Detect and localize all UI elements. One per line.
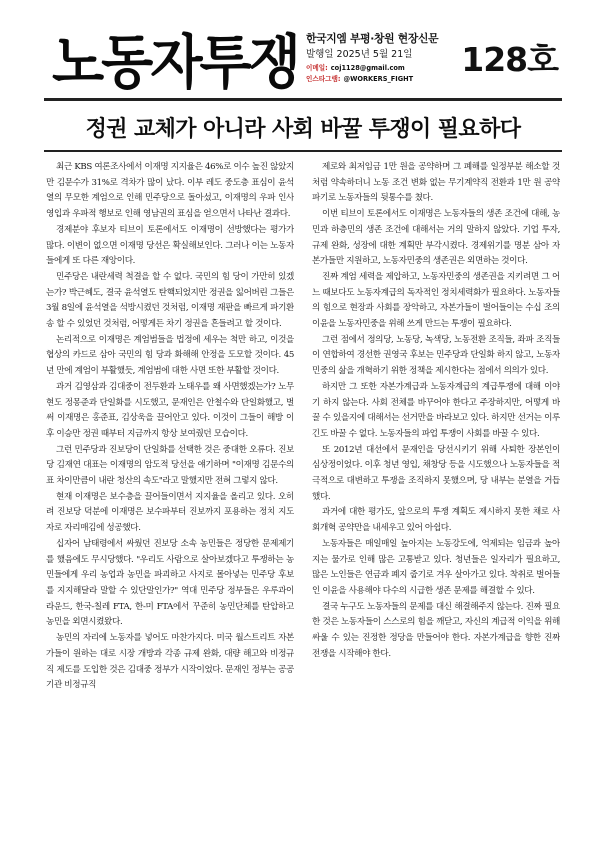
article-paragraph: 또 2012년 대선에서 문재인을 당선시키기 위해 사퇴한 장본인이 심상정이었다. 이후 청년 영입, 채창당 등을 시도했으나 노동자들을 적극적으로 대변하고 투쟁을 조직하지 못했으며, 당 내부는 분열을 거듭했다. [312, 444, 560, 502]
article-paragraph: 제로와 최저임금 1만 원을 공약하며 그 폐해를 일정부분 해소할 것처럼 약속하더니 노동 조건 변화 없는 무기계약직 전환과 1만 원 공약 파기로 노동자들의 뒷통수를 쳤다. [312, 162, 560, 204]
article-column-left [46, 160, 294, 830]
issue-number: 128호 [461, 40, 558, 79]
article-paragraph: 현재 이재명은 보수층을 끌어들이면서 지지율을 올리고 있다. 오히려 진보당 덕분에 이재명은 보수파부터 진보까지 포용하는 정치 지도자로 자리매김에 성공했다. [46, 491, 294, 534]
article-paragraph: 논리적으로 이재명은 계엄범들을 법정에 세우는 척만 하고, 이것을 협상의 카드로 삼아 국민의 힘 당과 화해해 안정을 도모할 것이다. 45년 만에 계엄이 부활했듯, 계엄범에 대한 사면 또한 부활할 것이다. [46, 334, 294, 377]
article-headline: 정권 교체가 아니라 사회 바꿀 투쟁이 필요하다 [85, 117, 521, 142]
article-paragraph: 민주당은 내란세력 척결을 할 수 없다. 국민의 힘 당이 가만히 있겠는가? 박근혜도, 결국 윤석열도 탄핵되었지만 정권을 잃어버린 그들은 3월 8일에 윤석열을 석방시켰던 것처럼, 이재명 재판을 빠르게 파기환송 할 수 있었던 것처럼, 어떻게든 차기 정권을 흔들려고 할 것이다. [46, 271, 294, 330]
masthead-info [306, 32, 438, 84]
article-paragraph: 최근 KBS 여론조사에서 이재명 지지율은 46%로 이수 높진 않았지만 김문수가 31%로 격차가 많이 났다. 이부 레도 중도층 표심이 윤석열의 무모한 계엄으로 인해 민주당으로 돌아섰고, 이재명의 우파 인사 영입과 우파적 행보로 인해 영남권의 표심을 얻으면서 나타난 결과다. [46, 162, 294, 220]
article-paragraph: 과거에 대한 평가도, 앞으로의 투쟁 계획도 제시하지 못한 채로 사회개혁 공약만을 내세우고 있어 아쉽다. [312, 507, 560, 534]
article-paragraph: 진짜 계엄 세력을 제압하고, 노동자민중의 생존권을 지키려면 그 어느 때보다도 노동자계급의 독자적인 정치세력화가 필요하다. 노동자들의 힘으로 현장과 사회를 장악하고, 자본가들이 벌어들이는 수십 조의 이윤을 노동자민중을 위해 쓰게 만드는 투쟁이 필요하다. [312, 271, 560, 330]
article-paragraph: 노동자들은 매일매일 높아지는 노동강도에, 억제되는 임금과 높아지는 물가로 인해 많은 고통받고 있다. 청년들은 일자리가 필요하고, 많은 노인들은 연금과 폐지 줍기로 겨우 살아가고 있다. 착취로 벌어들인 이윤을 사용해야 다수의 시급한 생존 문제를 해결할 수 있다. [312, 538, 560, 596]
headline-divider [44, 150, 562, 152]
article-paragraph: 이번 티브이 토론에서도 이재명은 노동자들의 생존 조건에 대해, 농민과 하층민의 생존 조건에 대해서는 거의 말하지 않았다. 기업 투자, 규제 완화, 성장에 대한 계획만 부각시켰다. 경제위기를 명분 삼아 자본가들만 지원하고, 노동자민중의 생존권은 외면하는 것이다. [312, 209, 560, 267]
publication-date: 발행일 2025년 5월 21일 [306, 49, 413, 60]
masthead-divider [44, 98, 562, 101]
masthead [44, 28, 562, 104]
article-paragraph: 십자어 남태령에서 싸웠던 진보당 소속 농민들은 정당한 문제제기를 했음에도 무시당했다. "우리도 사람으로 살아보겠다고 투쟁하는 농민들에게 우리 농업과 농민을 파괴하고 사지로 몰아넣는 민주당 후보를 지지해달라 말할 수 있단말인가?" 역대 민주당 정부들은 우루과이 라운드, 한국-칠레 FTA, 한-미 FTA에서 꾸준히 농민단체를 탄압하고 농민을 외면시켰왔다. [46, 538, 294, 628]
article-paragraph: 그런 점에서 정의당, 노동당, 녹색당, 노동전환 조직들, 좌파 조직들이 연합하여 경선한 권영국 후보는 민주당과 단일화 하지 않고, 노동자민중의 삶을 개혁하기 위한 정책을 제시한다는 점에서 의의가 있다. [312, 334, 560, 377]
newspaper-logo: 노동자투쟁 [52, 28, 298, 97]
instagram-line [306, 74, 438, 84]
article-paragraph: 과거 김영삼과 김대중이 전두환과 노태우를 왜 사면했겠는가? 노무현도 정몽준과 단일화를 시도했고, 문재인은 안철수와 단일화했고, 벌써 이재명은 홍준표, 김상욱을 끌어안고 있다. 이것이 그들이 해방 이후 이승만 정권 때부터 지금까지 항상 보여줬던 모습이다. [46, 381, 294, 439]
instagram-label: 인스타그램: [306, 75, 341, 83]
email-label: 이메일: [306, 64, 328, 72]
organization-name: 한국지엠 부평·창원 현장신문 [306, 32, 439, 45]
article-paragraph: 결국 누구도 노동자들의 문제를 대신 해결해주지 않는다. 진짜 필요한 것은 노동자들이 스스로의 힘을 깨닫고, 자신의 계급적 이익을 위해 싸울 수 있는 진정한 정당을 만들어야 한다. 자본가계급을 향한 진짜 전쟁을 시작해야 한다. [312, 601, 560, 659]
email-address[interactable]: coj1128@gmail.com [330, 64, 405, 72]
article-column-right [312, 160, 560, 830]
article-paragraph: 그런 민주당과 진보당이 단일화를 선택한 것은 중대한 오류다. 진보당 김재연 대표는 이재명의 암도적 당선을 얘기하며 "이재명 김문수의 표 차이만큼이 내란 청산의 속도"라고 말했지만 전혀 그렇지 않다. [46, 444, 294, 487]
article-paragraph: 하지만 그 또한 자본가계급과 노동자계급의 계급투쟁에 대해 이야기 하지 않는다. 사회 전체를 바꾸어야 한다고 주장하지만, 어떻게 바꿀 수 있을지에 대해서는 선거만을 바라보고 있다. 하지만 선거는 이루긴도 바꿀 수 없다. 노동자들의 파업 투쟁이 사회를 바꿀 수 있다. [312, 381, 560, 439]
article-paragraph: 농민의 자리에 노동자를 넣어도 마찬가지다. 미국 월스트리트 자본가들이 원하는 대로 시장 개방과 각종 규제 완화, 대량 해고와 비정규직 제도를 도입한 것은 김대중 정부가 시작이었다. 문재인 정부는 공공기관 비정규직 [46, 633, 294, 691]
article-paragraph: 경제분야 후보자 티브이 토론에서도 이재명이 선방했다는 평가가 많다. 이변이 없으면 이재명 당선은 확실해보인다. 그러나 이는 노동자들에게 또 다른 재앙이다. [46, 224, 294, 267]
instagram-handle[interactable]: @WORKERS_FIGHT [343, 75, 414, 83]
email-line [306, 63, 438, 73]
